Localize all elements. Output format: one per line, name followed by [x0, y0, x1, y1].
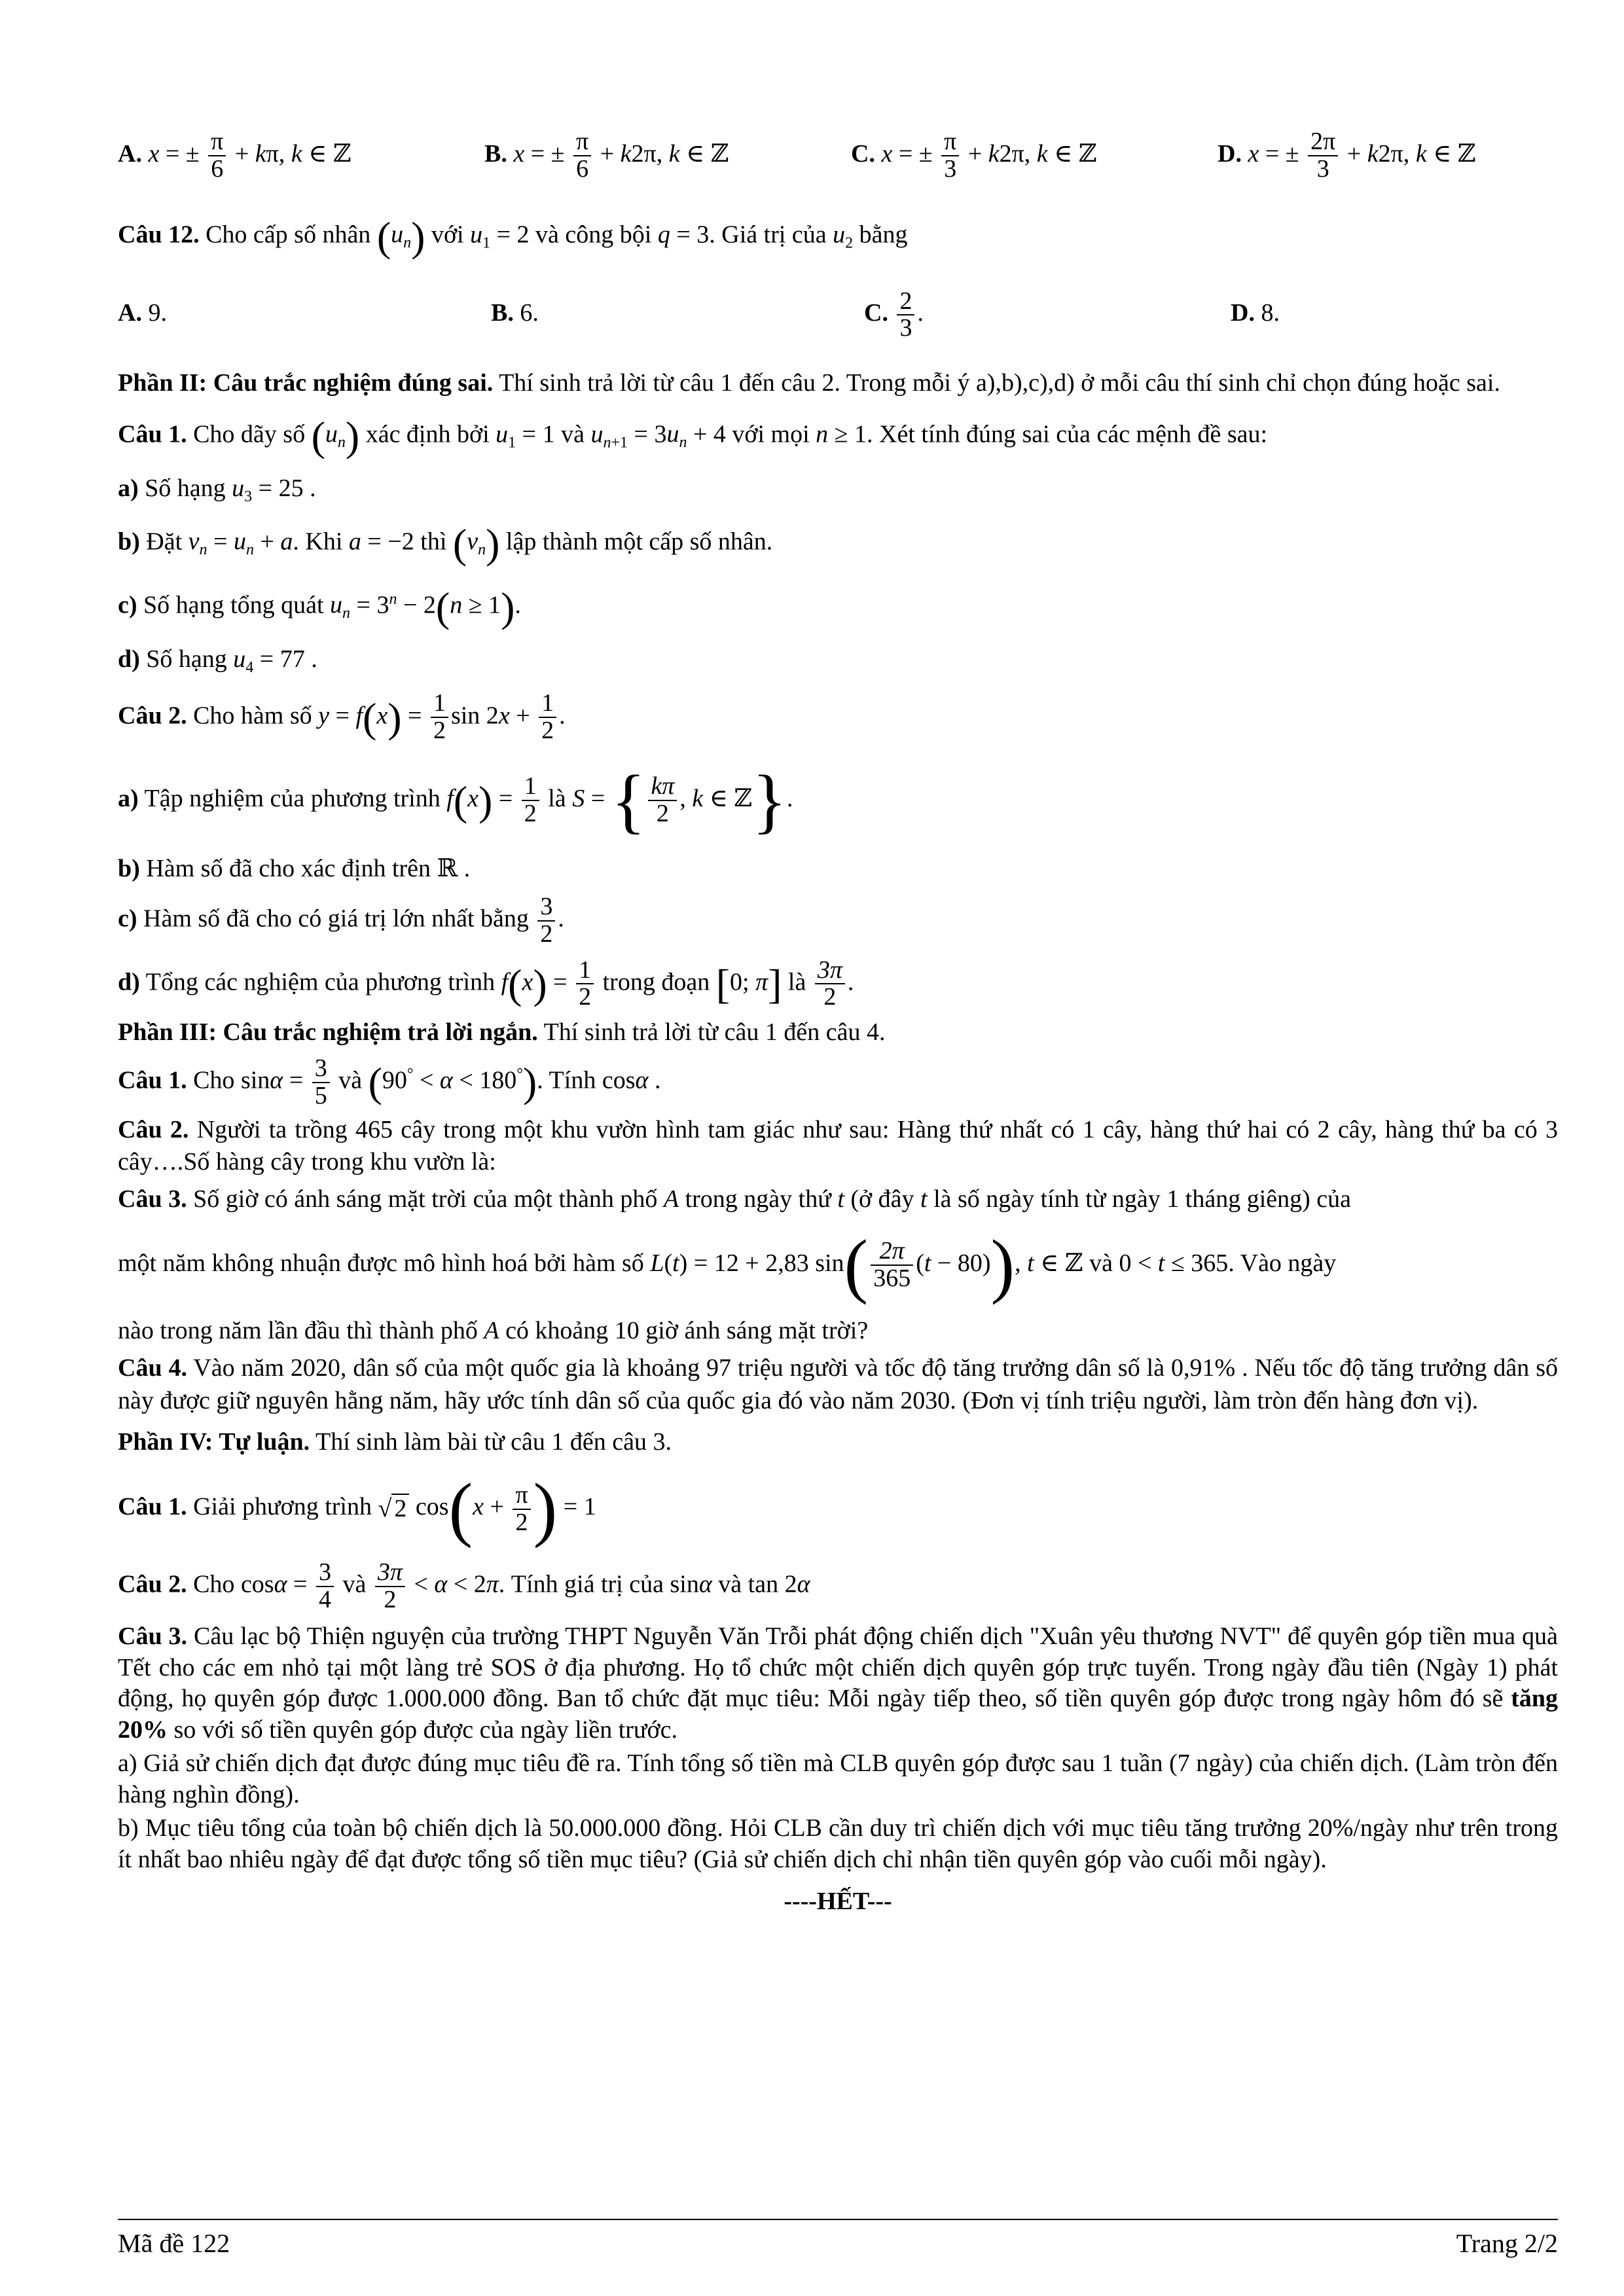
- part3-q3-line3: nào trong năm lần đầu thì thành phố A có khoảng 10 giờ ánh sáng mặt trời?: [118, 1316, 869, 1344]
- exam-code: Mã đề 122: [118, 2229, 230, 2258]
- part2-q2-d[interactable]: d) Tổng các nghiệm của phương trình f(x) = $\frac{1}{2}$ trong đoạn [0; π] là $\frac{3\pi}{2}$ .: [118, 956, 854, 1011]
- q11-option-d-math: x = ± $\frac{2\pi}{3}$ + k2π, k ∈ ℤ: [1248, 128, 1476, 183]
- part4-q2: Câu 2. Cho cosα = $\frac{3}{4}$ và $\frac{3\pi}{2}$ < α < 2π. Tính giá trị của sinα và tan 2α: [118, 1558, 810, 1614]
- part4-q3-b: b) Mục tiêu tổng của toàn bộ chiến dịch là 50.000.000 đồng. Hỏi CLB cần duy trì chiến dịch với mục tiêu tăng trưởng 20%/ngày như trên trong ít nhất bao nhiêu ngày để đạt được tổng số tiền mục tiêu? (Giả sử chiến dịch chỉ nhận tiền quyên góp vào cuối mỗi ngày).: [118, 1814, 1558, 1873]
- q11-option-a[interactable]: A. x = ± $\frac{\pi}{6}$ + kπ, k ∈ ℤ: [118, 128, 352, 183]
- part3-q4: Câu 4. Vào năm 2020, dân số của một quốc gia là khoảng 97 triệu người và tốc độ tăng trưởng dân số là 0,91% . Nếu tốc độ tăng trưởng dân số này được giữ nguyên hằng năm, hãy ước tính dân số của quốc gia đó vào năm 2030. (Đơn vị tính triệu người, làm tròn đến hàng đơn vị).: [118, 1354, 1558, 1414]
- part4-q1: Câu 1. Giải phương trình √ 2 cos(x + $\frac{\pi}{2}$ ) = 1: [118, 1469, 596, 1549]
- part4-heading: Phần IV: Tự luận. Thí sinh làm bài từ câu 1 đến câu 3.: [118, 1427, 672, 1456]
- part2-q2-stem: Câu 2. Cho hàm số y = f(x) = $\frac{1}{2}$ sin 2x + $\frac{1}{2}$ .: [118, 689, 566, 745]
- part3-q1: Câu 1. Cho sinα = $\frac{3}{5}$ và (90° < α < 180°). Tính cosα .: [118, 1054, 661, 1110]
- q11-option-c-math: x = ± $\frac{\pi}{3}$ + k2π, k ∈ ℤ: [881, 128, 1097, 183]
- part2-heading: Phần II: Câu trắc nghiệm đúng sai. Thí sinh trả lời từ câu 1 đến câu 2. Trong mỗi ý a),b),c),d) ở mỗi câu thí sinh chỉ chọn đúng hoặc sai.: [118, 369, 1500, 397]
- part3-q3-line2: một năm không nhuận được mô hình hoá bởi hàm số L(t) = 12 + 2,83 sin( $\frac{2\pi}{365}$ (t − 80)), t ∈ ℤ và 0 < t ≤ 365. Vào ngày: [118, 1225, 1337, 1305]
- part2-q1-d[interactable]: d) Số hạng $u_4 = 77$ .: [118, 645, 317, 677]
- part3-q3-line1: Câu 3. Số giờ có ánh sáng mặt trời của một thành phố A trong ngày thứ t (ở đây t là số ngày tính từ ngày 1 tháng giêng) của: [118, 1185, 1352, 1213]
- part3-heading: Phần III: Câu trắc nghiệm trả lời ngắn. Thí sinh trả lời từ câu 1 đến câu 4.: [118, 1018, 886, 1047]
- q11-option-a-math: x = ± $\frac{\pi}{6}$ + kπ, k ∈ ℤ: [148, 128, 352, 183]
- q11-option-b-math: x = ± $\frac{\pi}{6}$ + k2π, k ∈ ℤ: [513, 128, 729, 183]
- q12-options: [118, 270, 1558, 355]
- part2-q1-stem: Câu 1. Cho dãy số $(u_n)$ xác định bởi $u_1 = 1$ và $u_{n+1} = 3u_n + 4$ với mọi n ≥ 1. Xét tính đúng sai của các mệnh đề sau:: [118, 412, 1268, 459]
- q12-option-c[interactable]: C. $\frac{2}{3}$ .: [864, 287, 924, 342]
- q12-option-b[interactable]: B. 6.: [491, 299, 539, 327]
- q12-option-a[interactable]: A. 9.: [118, 299, 167, 327]
- part2-q1-b[interactable]: b) Đặt $v_n = u_n + a$. Khi a = −2 thì $(v_n)$ lập thành một cấp số nhân.: [118, 520, 773, 567]
- exam-page: [118, 105, 1558, 1918]
- part2-q2-c[interactable]: c) Hàm số đã cho có giá trị lớn nhất bằng $\frac{3}{2}$ .: [118, 893, 564, 948]
- part4-q3-a: a) Giả sử chiến dịch đạt được đúng mục tiêu đề ra. Tính tổng số tiền mà CLB quyên góp được sau 1 tuần (7 ngày) của chiến dịch. (Làm tròn đến hàng nghìn đồng).: [118, 1749, 1558, 1808]
- part3-q2: Câu 2. Người ta trồng 465 cây trong một khu vườn hình tam giác như sau: Hàng thứ nhất có 1 cây, hàng thứ hai có 2 cây, hàng thứ ba có 3 cây….Số hàng cây trong khu vườn là:: [118, 1115, 1559, 1176]
- q11-option-c[interactable]: C. x = ± $\frac{\pi}{3}$ + k2π, k ∈ ℤ: [851, 128, 1097, 183]
- page-footer: [118, 2219, 1558, 2261]
- part2-q2-a[interactable]: a) Tập nghiệm của phương trình f(x) = $\frac{1}{2}$ là S = { $\frac{k\pi}{2}$ , k ∈ ℤ}.: [118, 760, 793, 840]
- q11-option-b[interactable]: B. x = ± $\frac{\pi}{6}$ + k2π, k ∈ ℤ: [484, 128, 729, 183]
- q11-option-d[interactable]: D. x = ± $\frac{2\pi}{3}$ + k2π, k ∈ ℤ: [1218, 128, 1476, 183]
- page-number: Trang 2/2: [1456, 2229, 1558, 2258]
- q12-option-d[interactable]: D. 8.: [1231, 299, 1280, 327]
- q12-stem: Câu 12. Cho cấp số nhân $(u_n)$ với $u_1 = 2$ và công bội q = 3. Giá trị của $u_2$ bằng: [118, 213, 908, 260]
- part2-q2-b[interactable]: b) Hàm số đã cho xác định trên ℝ .: [118, 854, 471, 882]
- part4-q3: Câu 3. Câu lạc bộ Thiện nguyện của trường THPT Nguyễn Văn Trỗi phát động chiến dịch "Xuân yêu thương NVT" để quyên góp tiền mua quà Tết cho các em nhỏ tại một làng trẻ SOS ở địa phương. Họ tổ chức một chiến dịch quyên góp trực tuyến. Trong ngày đầu tiên (Ngày 1) phát động, họ quyên góp được 1.000.000 đồng. Ban tổ chức đặt mục tiêu: Mỗi ngày tiếp theo, số tiền quyên góp được trong ngày hôm đó sẽ tăng 20% so với số tiền quyên góp được của ngày liền trước.: [118, 1623, 1559, 1744]
- q11-options: [118, 105, 1558, 203]
- end-mark: ----HẾT---: [784, 1888, 892, 1916]
- part2-q1-a[interactable]: a) Số hạng $u_3 = 25$ .: [118, 474, 316, 505]
- part2-q1-c[interactable]: c) Số hạng tổng quát $u_n = 3^n - 2(n \ge 1)$.: [118, 584, 521, 631]
